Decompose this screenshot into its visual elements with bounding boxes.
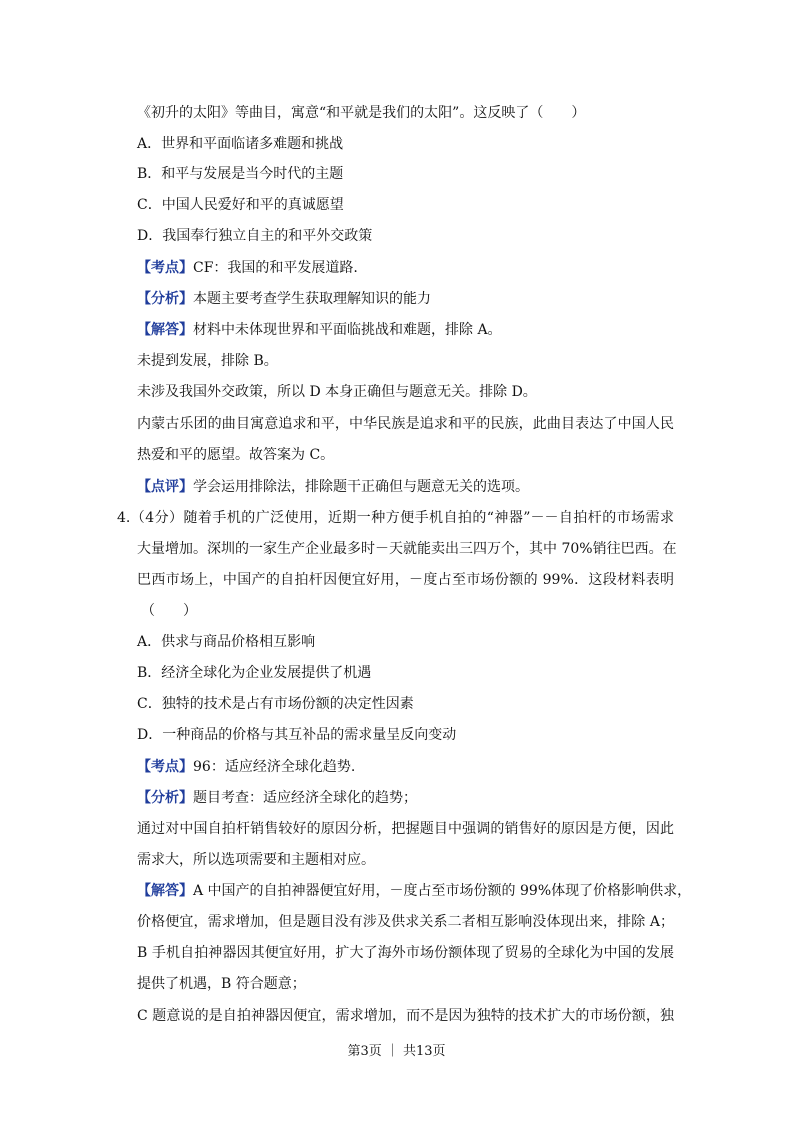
- q4-stem-line: 巴西市场上，中国产的自拍杆因便宜好用，－度占至市场份额的 99%．这段材料表明: [137, 572, 674, 588]
- fenxi-text: 题目考查：适应经济全球化的趋势；: [193, 790, 417, 806]
- q3-kaodian: [137, 258, 358, 278]
- q3-jieda-line: 内蒙古乐团的曲目寓意追求和平，中华民族是追求和平的民族，此曲目表达了中国人民: [137, 416, 674, 432]
- q4-stem-line: 4.（4分）随着手机的广泛使用，近期一种方便手机自拍的“神器”－－自拍杆的市场需求: [117, 510, 674, 526]
- q4-option-d: D．一种商品的价格与其互补品的需求量呈反向变动: [137, 727, 457, 743]
- q4-stem-line: 大量增加。深圳的一家生产企业最多时－天就能卖出三四万个，其中 70%销往巴西。在: [137, 541, 677, 557]
- q4-jieda-line: C 题意说的是自拍神器因便宜，需求增加，而不是因为独特的技术扩大的市场份额，独: [137, 1008, 674, 1024]
- q3-option-b: B．和平与发展是当今时代的主题: [137, 166, 344, 182]
- kaodian-text: 96：适应经济全球化趋势.: [193, 759, 356, 775]
- q4-jieda-line: B 手机自拍神器因其便宜好用，扩大了海外市场份额体现了贸易的全球化为中国的发展: [137, 945, 674, 961]
- fenxi-tag: 【分析】: [137, 790, 193, 806]
- q3-jieda-line: 未涉及我国外交政策，所以 D 本身正确但与题意无关。排除 D。: [137, 384, 537, 400]
- q3-jieda: [137, 320, 502, 340]
- q4-option-b: B．经济全球化为企业发展提供了机遇: [137, 665, 372, 681]
- q4-fenxi: [137, 788, 417, 808]
- dianping-tag: 【点评】: [137, 479, 193, 495]
- q4-option-a: A．供求与商品价格相互影响: [137, 634, 316, 650]
- fenxi-text: 本题主要考查学生获取理解知识的能力: [193, 291, 431, 307]
- q3-jieda-line: 热爱和平的愿望。故答案为 C。: [137, 447, 335, 463]
- jieda-tag: 【解答】: [137, 883, 193, 899]
- q3-stem-end: 《初升的太阳》等曲目，寓意“和平就是我们的太阳”。这反映了（ ）: [137, 105, 586, 121]
- kaodian-tag: 【考点】: [137, 759, 193, 775]
- q4-stem-line: （ ）: [141, 603, 197, 619]
- jieda-text: 材料中未体现世界和平面临挑战和难题，排除 A。: [193, 322, 502, 338]
- q3-dianping: [137, 477, 529, 497]
- q4-option-c: C．独特的技术是占有市场份额的决定性因素: [137, 696, 414, 712]
- kaodian-tag: 【考点】: [137, 260, 193, 276]
- dianping-text: 学会运用排除法，排除题干正确但与题意无关的选项。: [193, 479, 529, 495]
- q3-option-d: D．我国奉行独立自主的和平外交政策: [137, 228, 373, 244]
- jieda-text: A 中国产的自拍神器便宜好用，－度占至市场份额的 99%体现了价格影响供求，: [193, 883, 692, 899]
- q3-option-c: C．中国人民爱好和平的真诚愿望: [137, 197, 344, 213]
- q4-jieda-line: 提供了机遇，B 符合题意；: [137, 976, 306, 992]
- q4-fenxi-line: 通过对中国自拍杆销售较好的原因分析，把握题目中强调的销售好的原因是方便，因此: [137, 821, 674, 837]
- jieda-tag: 【解答】: [137, 322, 193, 338]
- q4-kaodian: [137, 757, 355, 777]
- q4-fenxi-line: 需求大，所以选项需要和主题相对应。: [137, 852, 375, 868]
- kaodian-text: CF：我国的和平发展道路.: [193, 260, 358, 276]
- q3-option-a: A．世界和平面临诸多难题和挑战: [137, 136, 344, 152]
- q3-jieda-line: 未提到发展，排除 B。: [137, 353, 278, 369]
- q3-fenxi: [137, 289, 431, 309]
- q4-jieda-line: 价格便宜，需求增加，但是题目没有涉及供求关系二者相互影响没体现出来，排除 A；: [137, 914, 674, 930]
- fenxi-tag: 【分析】: [137, 291, 193, 307]
- page-footer: 第3页 ｜ 共13页: [347, 1044, 446, 1059]
- q4-jieda: [137, 881, 692, 901]
